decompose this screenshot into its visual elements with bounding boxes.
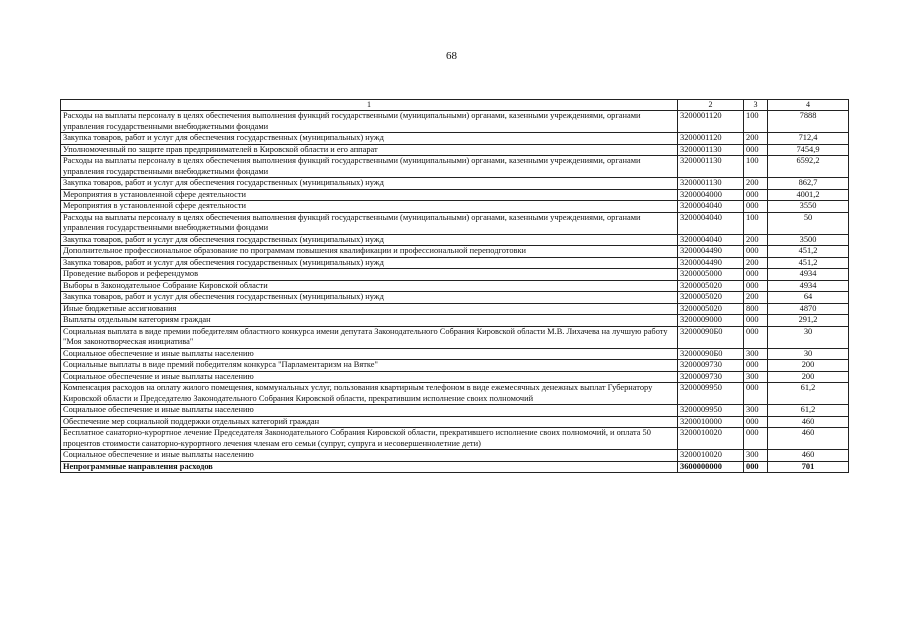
cell-code: 3200010020 bbox=[678, 428, 744, 450]
cell-code: 3200009950 bbox=[678, 383, 744, 405]
cell-type: 300 bbox=[744, 405, 768, 417]
cell-code: 3200009950 bbox=[678, 405, 744, 417]
table-row bbox=[61, 348, 849, 360]
table-row bbox=[61, 292, 849, 304]
cell-amount: 3500 bbox=[768, 234, 849, 246]
table-row bbox=[61, 269, 849, 281]
cell-name: Социальное обеспечение и иные выплаты населению bbox=[61, 450, 678, 462]
cell-name: Социальная выплата в виде премии победителям областного конкурса имени депутата Законодательного Собрания Кировской области М.В. Лихачева на лучшую работу "Моя законотворческая инициатива" bbox=[61, 326, 678, 348]
cell-type: 100 bbox=[744, 111, 768, 133]
cell-type: 000 bbox=[744, 360, 768, 372]
cell-name: Социальное обеспечение и иные выплаты населению bbox=[61, 348, 678, 360]
table-row bbox=[61, 450, 849, 462]
cell-amount: 862,7 bbox=[768, 178, 849, 190]
cell-amount: 4870 bbox=[768, 303, 849, 315]
cell-name: Обеспечение мер социальной поддержки отдельных категорий граждан bbox=[61, 416, 678, 428]
header-cell-type: 3 bbox=[744, 100, 768, 111]
cell-name: Расходы на выплаты персоналу в целях обеспечения выполнения функций государственными (муниципальными) органами, казенными учреждениями, органами управления государственными внебюджетными фондами bbox=[61, 212, 678, 234]
cell-code: 3200010000 bbox=[678, 416, 744, 428]
table-row bbox=[61, 246, 849, 258]
cell-code: 3200005020 bbox=[678, 280, 744, 292]
cell-type: 100 bbox=[744, 156, 768, 178]
cell-type: 800 bbox=[744, 303, 768, 315]
cell-amount: 4934 bbox=[768, 280, 849, 292]
cell-name: Социальное обеспечение и иные выплаты населению bbox=[61, 405, 678, 417]
table-row bbox=[61, 201, 849, 213]
cell-amount: 7454,9 bbox=[768, 144, 849, 156]
cell-amount: 61,2 bbox=[768, 383, 849, 405]
cell-code: 3200004490 bbox=[678, 246, 744, 258]
cell-amount: 64 bbox=[768, 292, 849, 304]
cell-amount: 460 bbox=[768, 450, 849, 462]
cell-name: Закупка товаров, работ и услуг для обеспечения государственных (муниципальных) нужд bbox=[61, 292, 678, 304]
cell-type: 100 bbox=[744, 212, 768, 234]
cell-type: 300 bbox=[744, 450, 768, 462]
cell-name: Непрограммные направления расходов bbox=[61, 461, 678, 473]
cell-type: 000 bbox=[744, 461, 768, 473]
table-row bbox=[61, 280, 849, 292]
cell-name: Дополнительное профессиональное образование по программам повышения квалификации и профессиональной переподготовки bbox=[61, 246, 678, 258]
cell-type: 200 bbox=[744, 257, 768, 269]
cell-amount: 451,2 bbox=[768, 257, 849, 269]
cell-name: Бесплатное санаторно-курортное лечение Председателя Законодательного Собрания Кировской области, прекратившего исполнение своих полномочий, и оплата 50 процентов стоимости санаторно-курортного лечения членам его семьи (супруг, супруга и несовершеннолетние дети) bbox=[61, 428, 678, 450]
cell-amount: 451,2 bbox=[768, 246, 849, 258]
cell-name: Уполномоченный по защите прав предпринимателей в Кировской области и его аппарат bbox=[61, 144, 678, 156]
table-row bbox=[61, 234, 849, 246]
cell-amount: 4001,2 bbox=[768, 189, 849, 201]
cell-amount: 30 bbox=[768, 326, 849, 348]
cell-amount: 6592,2 bbox=[768, 156, 849, 178]
cell-type: 000 bbox=[744, 416, 768, 428]
table-row bbox=[61, 416, 849, 428]
cell-code: 3200001130 bbox=[678, 144, 744, 156]
cell-name: Мероприятия в установленной сфере деятельности bbox=[61, 189, 678, 201]
cell-name: Выплаты отдельным категориям граждан bbox=[61, 315, 678, 327]
cell-code: 3200005020 bbox=[678, 292, 744, 304]
table-row bbox=[61, 428, 849, 450]
cell-type: 000 bbox=[744, 383, 768, 405]
cell-amount: 460 bbox=[768, 428, 849, 450]
cell-name: Компенсация расходов на оплату жилого помещения, коммунальных услуг, пользования квартирным телефоном в виде ежемесячных денежных выплат Губернатору Кировской области и Председателю Законодательного Собрания Кировской области, прекратившим исполнение своих полномочий bbox=[61, 383, 678, 405]
table-row bbox=[61, 156, 849, 178]
cell-code: 3200009730 bbox=[678, 371, 744, 383]
total-row bbox=[61, 461, 849, 473]
cell-type: 300 bbox=[744, 348, 768, 360]
cell-type: 200 bbox=[744, 292, 768, 304]
cell-amount: 701 bbox=[768, 461, 849, 473]
table-row bbox=[61, 212, 849, 234]
cell-code: 3200004490 bbox=[678, 257, 744, 269]
cell-name: Выборы в Законодательное Собрание Кировской области bbox=[61, 280, 678, 292]
cell-type: 200 bbox=[744, 178, 768, 190]
cell-type: 200 bbox=[744, 234, 768, 246]
cell-name: Мероприятия в установленной сфере деятельности bbox=[61, 201, 678, 213]
cell-name: Расходы на выплаты персоналу в целях обеспечения выполнения функций государственными (муниципальными) органами, казенными учреждениями, органами управления государственными внебюджетными фондами bbox=[61, 111, 678, 133]
cell-amount: 61,2 bbox=[768, 405, 849, 417]
table-row bbox=[61, 371, 849, 383]
cell-code: 3200009730 bbox=[678, 360, 744, 372]
header-row bbox=[61, 100, 849, 111]
cell-name: Социальные выплаты в виде премий победителям конкурса "Парламентаризм на Вятке" bbox=[61, 360, 678, 372]
cell-amount: 50 bbox=[768, 212, 849, 234]
cell-amount: 460 bbox=[768, 416, 849, 428]
header-cell-amount: 4 bbox=[768, 100, 849, 111]
cell-amount: 3550 bbox=[768, 201, 849, 213]
table-row bbox=[61, 189, 849, 201]
cell-name: Закупка товаров, работ и услуг для обеспечения государственных (муниципальных) нужд bbox=[61, 257, 678, 269]
cell-name: Иные бюджетные ассигнования bbox=[61, 303, 678, 315]
table-row bbox=[61, 315, 849, 327]
table-row bbox=[61, 326, 849, 348]
cell-code: 3200004040 bbox=[678, 212, 744, 234]
budget-table bbox=[60, 99, 849, 473]
table-row bbox=[61, 405, 849, 417]
cell-code: 3200005000 bbox=[678, 269, 744, 281]
cell-type: 200 bbox=[744, 133, 768, 145]
page-number: 68 bbox=[446, 50, 457, 62]
cell-amount: 291,2 bbox=[768, 315, 849, 327]
cell-code: 3200001130 bbox=[678, 178, 744, 190]
cell-code: 32000090Б0 bbox=[678, 348, 744, 360]
cell-code: 3200004040 bbox=[678, 234, 744, 246]
table-row bbox=[61, 178, 849, 190]
cell-code: 3200001130 bbox=[678, 156, 744, 178]
cell-code: 3200009000 bbox=[678, 315, 744, 327]
budget-table-body bbox=[61, 100, 849, 473]
table-row bbox=[61, 257, 849, 269]
table-row bbox=[61, 144, 849, 156]
cell-code: 3600000000 bbox=[678, 461, 744, 473]
cell-amount: 4934 bbox=[768, 269, 849, 281]
cell-type: 000 bbox=[744, 269, 768, 281]
cell-code: 3200005020 bbox=[678, 303, 744, 315]
table-row bbox=[61, 303, 849, 315]
cell-type: 000 bbox=[744, 428, 768, 450]
cell-name: Социальное обеспечение и иные выплаты населению bbox=[61, 371, 678, 383]
cell-name: Закупка товаров, работ и услуг для обеспечения государственных (муниципальных) нужд bbox=[61, 234, 678, 246]
table-row bbox=[61, 383, 849, 405]
cell-type: 000 bbox=[744, 189, 768, 201]
cell-type: 000 bbox=[744, 315, 768, 327]
cell-amount: 200 bbox=[768, 360, 849, 372]
cell-type: 000 bbox=[744, 280, 768, 292]
cell-code: 3200004040 bbox=[678, 201, 744, 213]
cell-type: 000 bbox=[744, 246, 768, 258]
table-row bbox=[61, 360, 849, 372]
cell-amount: 200 bbox=[768, 371, 849, 383]
cell-code: 32000090Б0 bbox=[678, 326, 744, 348]
cell-code: 3200004000 bbox=[678, 189, 744, 201]
table-row bbox=[61, 133, 849, 145]
cell-code: 3200001120 bbox=[678, 111, 744, 133]
cell-code: 3200001120 bbox=[678, 133, 744, 145]
cell-name: Закупка товаров, работ и услуг для обеспечения государственных (муниципальных) нужд bbox=[61, 178, 678, 190]
cell-type: 300 bbox=[744, 371, 768, 383]
cell-amount: 712,4 bbox=[768, 133, 849, 145]
header-cell-code: 2 bbox=[678, 100, 744, 111]
cell-name: Закупка товаров, работ и услуг для обеспечения государственных (муниципальных) нужд bbox=[61, 133, 678, 145]
cell-name: Расходы на выплаты персоналу в целях обеспечения выполнения функций государственными (муниципальными) органами, казенными учреждениями, органами управления государственными внебюджетными фондами bbox=[61, 156, 678, 178]
cell-name: Проведение выборов и референдумов bbox=[61, 269, 678, 281]
cell-type: 000 bbox=[744, 326, 768, 348]
cell-type: 000 bbox=[744, 201, 768, 213]
header-cell-name: 1 bbox=[61, 100, 678, 111]
cell-type: 000 bbox=[744, 144, 768, 156]
cell-code: 3200010020 bbox=[678, 450, 744, 462]
cell-amount: 7888 bbox=[768, 111, 849, 133]
table-row bbox=[61, 111, 849, 133]
cell-amount: 30 bbox=[768, 348, 849, 360]
